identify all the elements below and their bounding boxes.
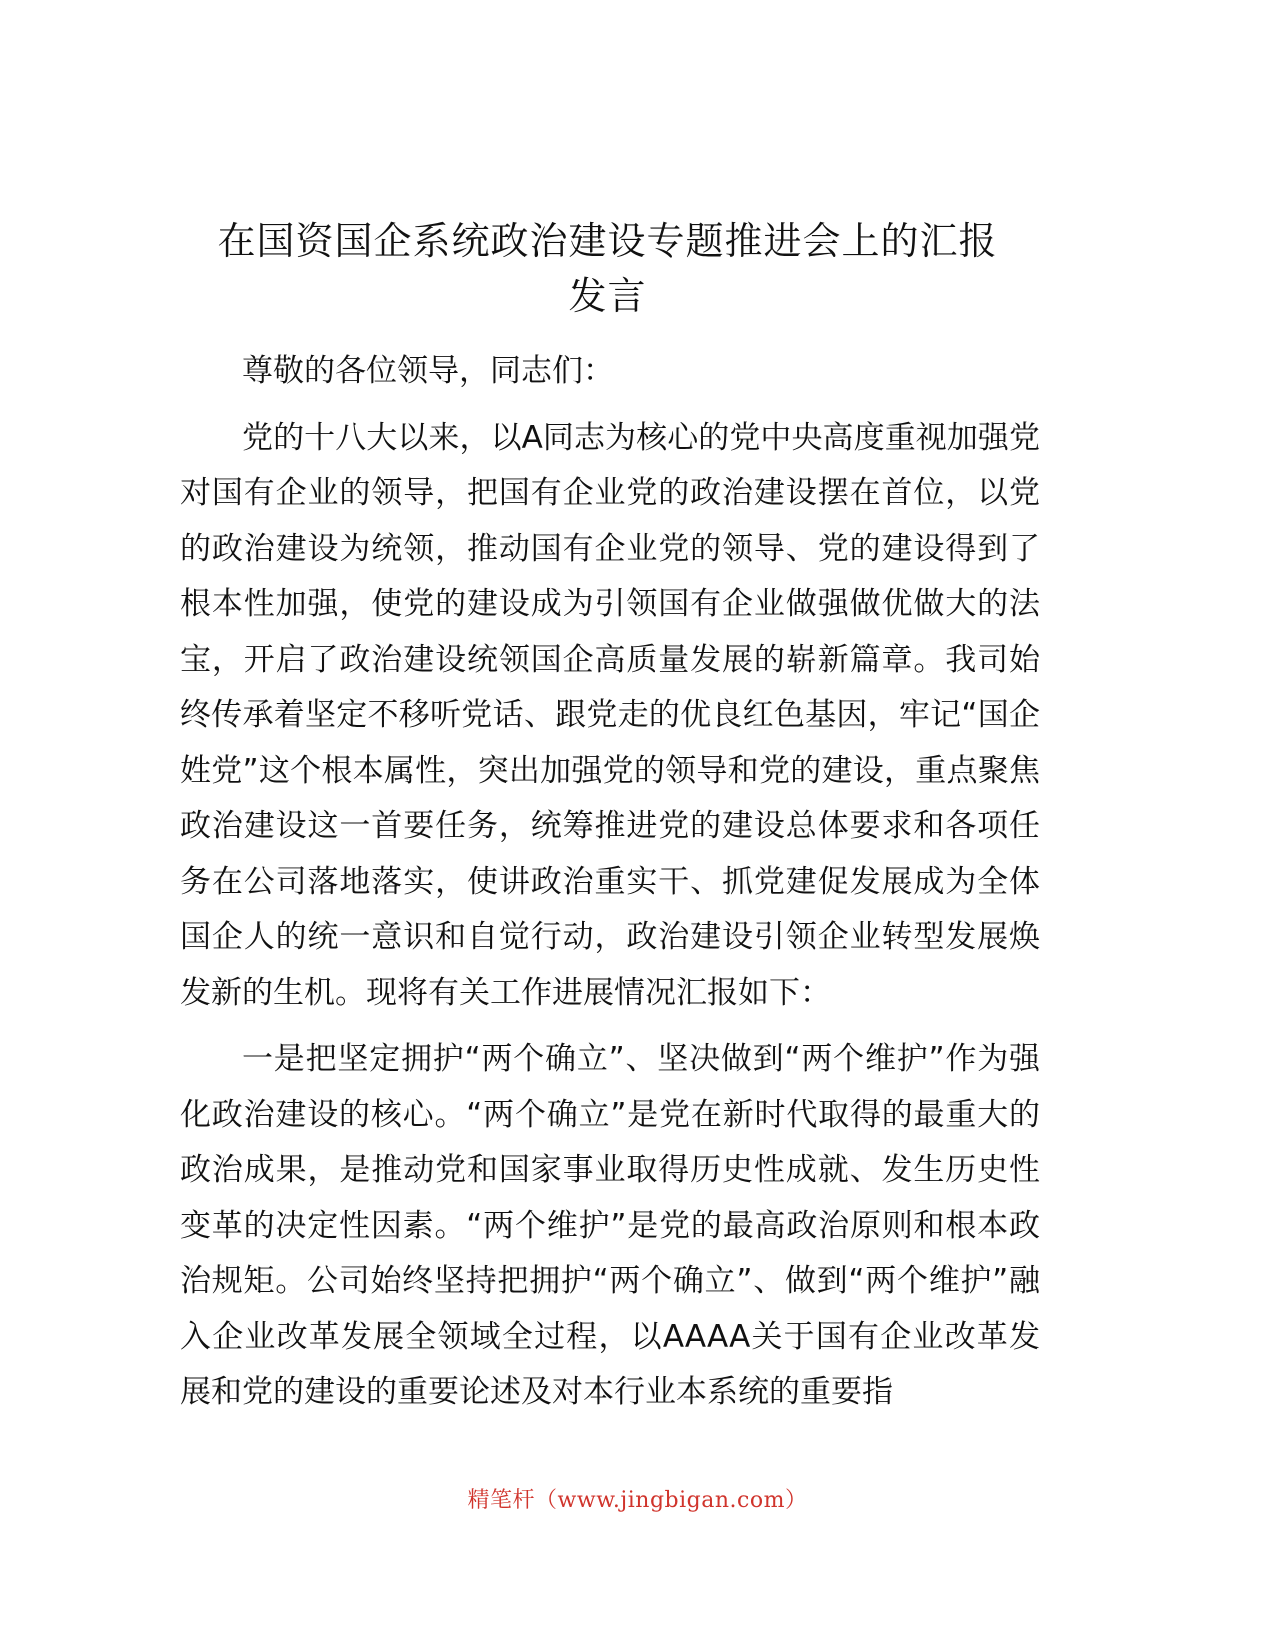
paragraph-first-point: 一是把坚定拥护“两个确立”、坚决做到“两个维护”作为强化政治建设的核心。“两个确立”是党在新时代取得的最重大的政治成果，是推动党和国家事业取得历史性成就、发生历史性变革的决定性因素。“两个维护”是党的最高政治原则和根本政治规矩。公司始终坚持把拥护“两个确立”、做到“两个维护”融入企业改革发展全领域全过程，以AAAA关于国有企业改革发展和党的建设的重要论述及对本行业本系统的重要指 (180, 1041, 1040, 1410)
paragraph-intro: 党的十八大以来，以A同志为核心的党中央高度重视加强党对国有企业的领导，把国有企业党的政治建设摆在首位，以党的政治建设为统领，推动国有企业党的领导、党的建设得到了根本性加强，使党的建设成为引领国有企业做强做优做大的法宝，开启了政治建设统领国企高质量发展的崭新篇章。我司始终传承着坚定不移听党话、跟党走的优良红色基因，牢记“国企姓党”这个根本属性，突出加强党的领导和党的建设，重点聚焦政治建设这一首要任务，统筹推进党的建设总体要求和各项任务在公司落地落实，使讲政治重实干、抓党建促发展成为全体国企人的统一意识和自觉行动，政治建设引领企业转型发展焕发新的生机。现将有关工作进展情况汇报如下： (180, 419, 1040, 1011)
source-watermark: 精笔杆（www.jingbigan.com） (467, 1488, 808, 1513)
salutation: 尊敬的各位领导，同志们： (242, 353, 614, 389)
document-body (180, 344, 1040, 1432)
document-title (180, 214, 1035, 324)
title-line-1: 在国资国企系统政治建设专题推进会上的汇报 (217, 219, 998, 263)
title-line-2: 发言 (568, 274, 647, 318)
